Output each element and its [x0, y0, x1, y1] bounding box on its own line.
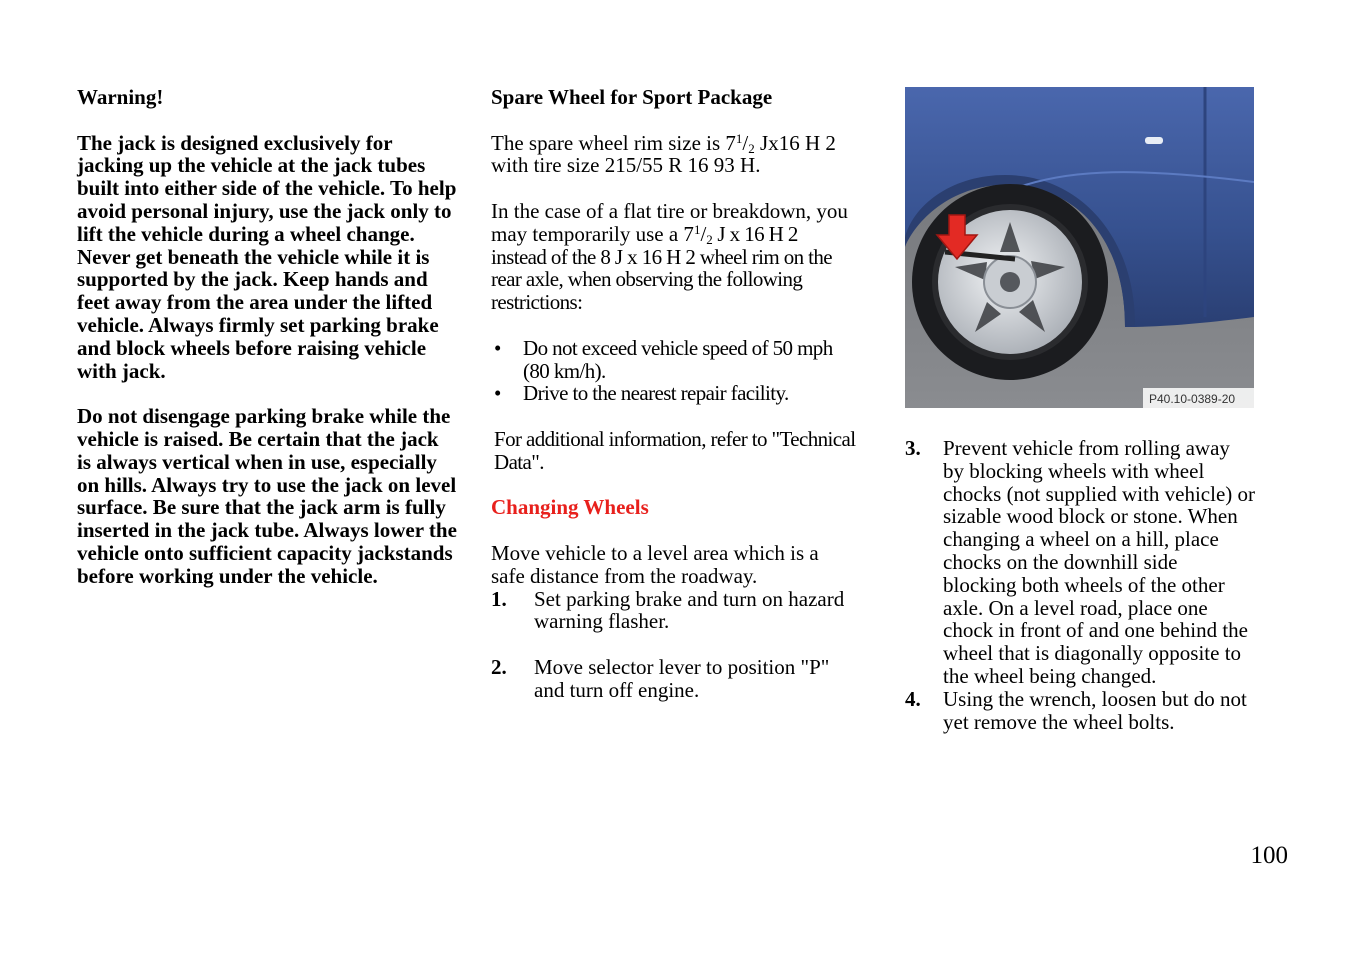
step-item: 3. Prevent vehicle from rolling away by blocking wheels with wheel chocks (not supplied with vehicle) or sizable wood block or stone. When changing a wheel on a hill, place chocks on the downhill side blocking both wheels of the other axle. On a level road, place one chock in front of and one behind the wheel that is diagonally opposite to the wheel being changed. — [905, 436, 1256, 688]
spare-restrictions-text: In the case of a flat tire or breakdown, you may temporarily use a $7^1/_2$ J x 16 H 2 instead of the 8 J x 16 H 2 wheel rim on the rear axle, when observing the following restrictions: — [491, 198, 848, 315]
door-handle-shape — [1145, 137, 1163, 144]
steps-list-part-1 — [491, 588, 856, 702]
list-item: • Do not exceed vehicle speed of 50 mph (80 km/h). — [494, 335, 833, 383]
warning-paragraph-1: The jack is designed exclusively for jacking up the vehicle at the jack tubes built into either side of the vehicle. To help avoid personal injury, use the jack only to lift the vehicle during a wheel change. Never get beneath the vehicle while it is supported by the jack. Keep hands and feet away from the area under the lifted vehicle. Always firmly set parking brake and block wheels before raising vehicle with jack. — [77, 130, 457, 383]
spare-wheel-heading: Spare Wheel for Sport Package — [491, 85, 773, 109]
changing-intro: Move vehicle to a level area which is a safe distance from the roadway. — [491, 540, 819, 588]
middle-column — [491, 86, 856, 702]
spare-rim-size-text: The spare wheel rim size is $7^1/_2$ Jx16 H 2 with tire size 215/55 R 16 93 H. — [491, 130, 836, 178]
warning-paragraph-2: Do not disengage parking brake while the vehicle is raised. Be certain that the jack is always vertical when in use, especially on hills. Always try to use the jack on level surface. Be sure that the jack arm is fully inserted in the jack tube. Always lower the vehicle onto sufficient capacity jackstands before working under the vehicle. — [77, 404, 457, 588]
right-column — [905, 437, 1255, 733]
step-item: 2. Move selector lever to position "P" and turn off engine. — [491, 654, 830, 702]
wheel-photo — [905, 87, 1254, 408]
restrictions-list — [491, 337, 856, 405]
technical-data-reference: For additional information, refer to "Technical Data". — [494, 426, 856, 474]
steps-list-part-2 — [905, 437, 1255, 733]
changing-wheels-heading: Changing Wheels — [491, 495, 649, 520]
photo-code: P40.10-0389-20 — [1149, 392, 1236, 406]
warning-column — [77, 86, 457, 588]
step-item: 4. Using the wrench, loosen but do not yet remove the wheel bolts. — [905, 686, 1247, 734]
step-item: 1. Set parking brake and turn on hazard warning flasher. — [491, 586, 845, 634]
page-number: 100 — [1250, 842, 1288, 869]
warning-title: Warning! — [77, 85, 164, 109]
list-item: • Drive to the nearest repair facility. — [494, 381, 789, 406]
